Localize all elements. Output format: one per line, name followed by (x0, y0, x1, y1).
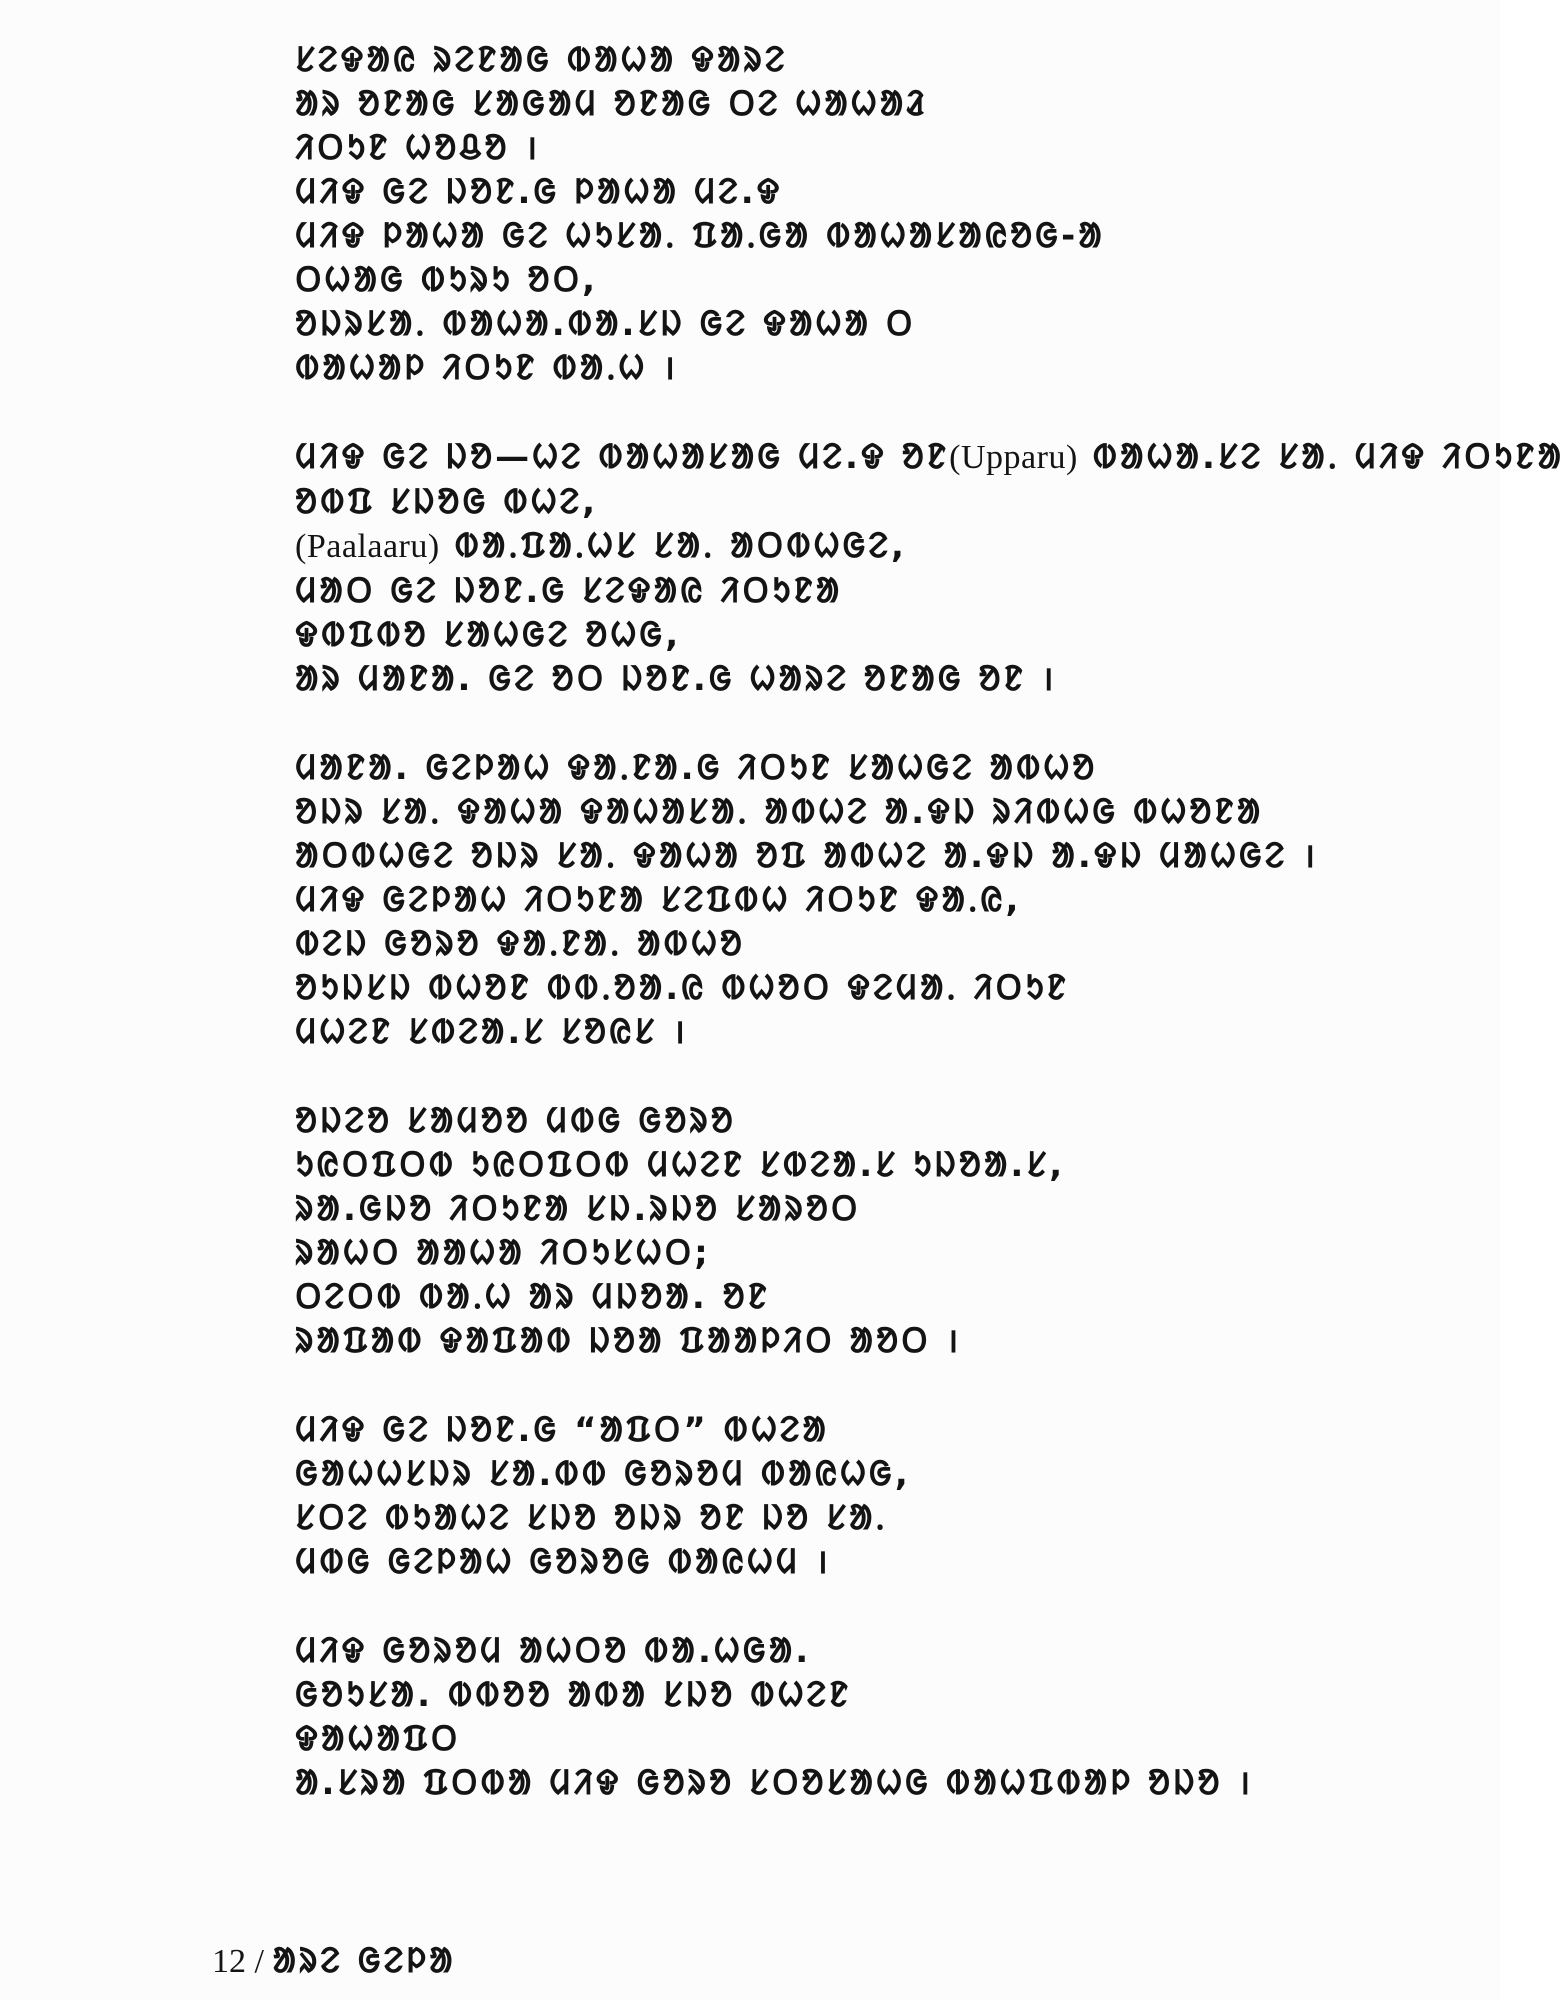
poem-line: ᱢᱟᱱᱟ. ᱜᱮᱞᱟᱦ ᱫᱟᱹᱱᱟ.ᱜ ᱤᱛᱩᱱ ᱥᱟᱦᱜᱮ ᱟᱵᱦᱚ (295, 748, 1098, 788)
poem-line: ᱚᱵᱯ ᱥᱡᱚᱜ ᱵᱦᱮ, (295, 482, 599, 522)
poem-line: ᱚᱡᱨ ᱥᱟᱹ ᱫᱟᱦᱟ ᱫᱟᱦᱟᱥᱟᱹ ᱟᱵᱦᱮ ᱟ.ᱫᱡ ᱨᱤᱵᱦᱜ ᱵᱦᱚᱱᱟ (295, 792, 1264, 832)
poem-line: ᱨᱟᱯᱟᱵ ᱫᱟᱯᱟᱵ ᱡᱚᱟ ᱯᱟᱟᱞᱤᱛ ᱟᱚᱛ । (295, 1321, 962, 1361)
poem-line: ᱢᱤᱫ ᱜᱚᱨᱚᱢ ᱟᱦᱛᱚ ᱵᱟ.ᱦᱜᱟ. (295, 1631, 812, 1671)
poem-line: ᱢᱤᱫ ᱜᱮᱞᱟᱦ ᱤᱛᱩᱱᱟ ᱥᱮᱯᱵᱦ ᱤᱛᱩᱱ ᱫᱟᱹᱭ, (295, 880, 1022, 920)
book-title: ᱟᱨᱮ ᱜᱮᱞᱟ (272, 1941, 456, 1981)
poem-line: ᱛᱦᱟᱜ ᱵᱩᱨᱩ ᱚᱛ, (295, 260, 599, 300)
poem-line: ᱨᱟ.ᱜᱡᱚ ᱤᱛᱩᱱᱟ ᱥᱡ.ᱨᱡᱚ ᱥᱟᱨᱚᱛ (295, 1189, 861, 1229)
poem-line: ᱟᱨ ᱢᱟᱱᱟ. ᱜᱮ ᱚᱛ ᱡᱚᱱ.ᱜ ᱦᱟᱨᱮ ᱚᱱᱟᱜ ᱚᱱ । (295, 659, 1057, 699)
stanza (295, 1408, 1445, 1584)
stanza (295, 1099, 1445, 1363)
poem-line: ᱤᱛᱩᱱ ᱦᱚᱪᱚ । (295, 128, 541, 168)
poem-line: ᱥᱮᱫᱟᱭ ᱨᱮᱱᱟᱜ ᱵᱟᱦᱟ ᱫᱟᱨᱮ (295, 40, 788, 80)
poem-line: ᱨᱟᱦᱛ ᱟᱟᱦᱟ ᱤᱛᱩᱥᱦᱛ; (295, 1233, 711, 1273)
poem-line: ᱩᱭᱛᱯᱛᱵ ᱩᱭᱛᱯᱛᱵ ᱢᱦᱮᱱ ᱥᱵᱮᱟ.ᱥ ᱩᱡᱚᱟ.ᱥ, (295, 1145, 1066, 1185)
poem-line: ᱢᱤᱫ ᱜᱮ ᱡᱚᱱ.ᱜ ᱞᱟᱦᱟ ᱢᱮ.ᱫ (295, 172, 783, 212)
poem-line: ᱚᱡᱮᱚ ᱥᱟᱢᱚᱚ ᱢᱵᱜ ᱜᱚᱨᱚ (295, 1101, 736, 1141)
poem-body (295, 38, 1564, 1850)
poem-line: ᱚᱩᱡᱥᱡ ᱵᱦᱚᱱ ᱵᱵᱹᱚᱟ.ᱭ ᱵᱦᱚᱛ ᱫᱮᱢᱟᱹ ᱤᱛᱩᱱ (295, 968, 1069, 1008)
line-segment: ᱵᱟᱦᱟ.ᱥᱮ ᱥᱟᱹ ᱢᱤᱫ ᱤᱛᱩᱱᱟ (1077, 437, 1564, 477)
line-segment: ᱢᱤᱫ ᱜᱮ ᱡᱚ—ᱦᱮ ᱵᱟᱦᱟᱥᱟᱜ ᱢᱮ.ᱫ ᱚᱱ (295, 437, 950, 477)
poem-line: ᱢᱟᱛ ᱜᱮ ᱡᱚᱱ.ᱜ ᱥᱮᱫᱟᱭ ᱤᱛᱩᱱᱟ (295, 571, 843, 611)
poem-line: ᱵᱟᱦᱟᱞ ᱤᱛᱩᱱ ᱵᱟᱹᱦ । (295, 348, 679, 388)
transliteration: (Upparu) (949, 439, 1078, 476)
page-number: 12 / (212, 1943, 273, 1980)
stanza (295, 435, 1564, 701)
poem-line: ᱟ.ᱥᱨᱟ ᱯᱛᱵᱟ ᱢᱤᱫ ᱜᱚᱨᱚ ᱥᱛᱚᱥᱟᱦᱜ ᱵᱟᱦᱯᱵᱟᱞ ᱚᱡᱚ । (295, 1763, 1254, 1803)
poem-line: ᱢᱤᱫ ᱞᱟᱦᱟ ᱜᱮ ᱦᱩᱥᱟᱹ ᱯᱟᱹᱜᱟ ᱵᱟᱦᱟᱥᱟᱭᱚᱜ-ᱟ (295, 216, 1105, 256)
poem-line (295, 524, 1445, 569)
stanza (295, 746, 1445, 1054)
transliteration: (Paalaaru) (295, 528, 440, 565)
poem-line: ᱜᱟᱦᱦᱥᱡᱨ ᱥᱟ.ᱵᱵ ᱜᱚᱨᱚᱢ ᱵᱟᱭᱦᱜ, (295, 1454, 911, 1494)
stanza (295, 1629, 1445, 1805)
poem-line: ᱟᱨ ᱚᱱᱟᱜ ᱥᱟᱜᱟᱢ ᱚᱱᱟᱜ ᱛᱮ ᱦᱟᱦᱟᱲ (295, 84, 929, 124)
stanza (295, 38, 1445, 390)
poem-line: ᱥᱛᱮ ᱵᱩᱟᱦᱮ ᱥᱡᱚ ᱚᱡᱨ ᱚᱱ ᱡᱚ ᱥᱟᱹ (295, 1498, 888, 1538)
poem-line: ᱫᱟᱦᱟᱯᱛ (295, 1719, 461, 1759)
poem-line: ᱢᱵᱜ ᱜᱮᱞᱟᱦ ᱜᱚᱨᱚᱜ ᱵᱟᱭᱦᱢ । (295, 1542, 831, 1582)
poem-line: ᱚᱡᱨᱥᱟᱹ ᱵᱟᱦᱟ.ᱵᱟ.ᱥᱡ ᱜᱮ ᱫᱟᱦᱟ ᱛ (295, 304, 916, 344)
poem-line: ᱜᱚᱩᱥᱟ. ᱵᱵᱚᱚ ᱟᱵᱟ ᱥᱡᱚ ᱵᱦᱮᱱ (295, 1675, 852, 1715)
poem-line: ᱢᱤᱫ ᱜᱮ ᱡᱚᱱ.ᱜ “ᱟᱯᱛ” ᱵᱦᱮᱟ (295, 1410, 829, 1450)
page-footer (212, 1936, 456, 1982)
poem-line: ᱵᱮᱡ ᱜᱚᱨᱚ ᱫᱟᱹᱱᱟᱹ ᱟᱵᱦᱚ (295, 924, 745, 964)
poem-line: ᱢᱦᱮᱱ ᱥᱵᱮᱟ.ᱥ ᱥᱚᱭᱥ । (295, 1012, 689, 1052)
poem-line: ᱟᱛᱵᱦᱜᱮ ᱚᱡᱨ ᱥᱟᱹ ᱫᱟᱦᱟ ᱚᱯ ᱟᱵᱦᱮ ᱟ.ᱫᱡ ᱟ.ᱫᱡ ᱢᱟᱦᱜᱮ । (295, 836, 1319, 876)
poem-line (295, 435, 1564, 480)
poem-line: ᱛᱮᱛᱵ ᱵᱟᱹᱦ ᱟᱨ ᱢᱡᱚᱟ. ᱚᱱ (295, 1277, 770, 1317)
line-segment: ᱵᱟᱹᱯᱟᱹᱦᱥ ᱥᱟᱹ ᱟᱛᱵᱦᱜᱮ, (439, 526, 907, 566)
poem-line: ᱫᱵᱯᱵᱚ ᱥᱟᱦᱜᱮ ᱚᱦᱜ, (295, 615, 682, 655)
